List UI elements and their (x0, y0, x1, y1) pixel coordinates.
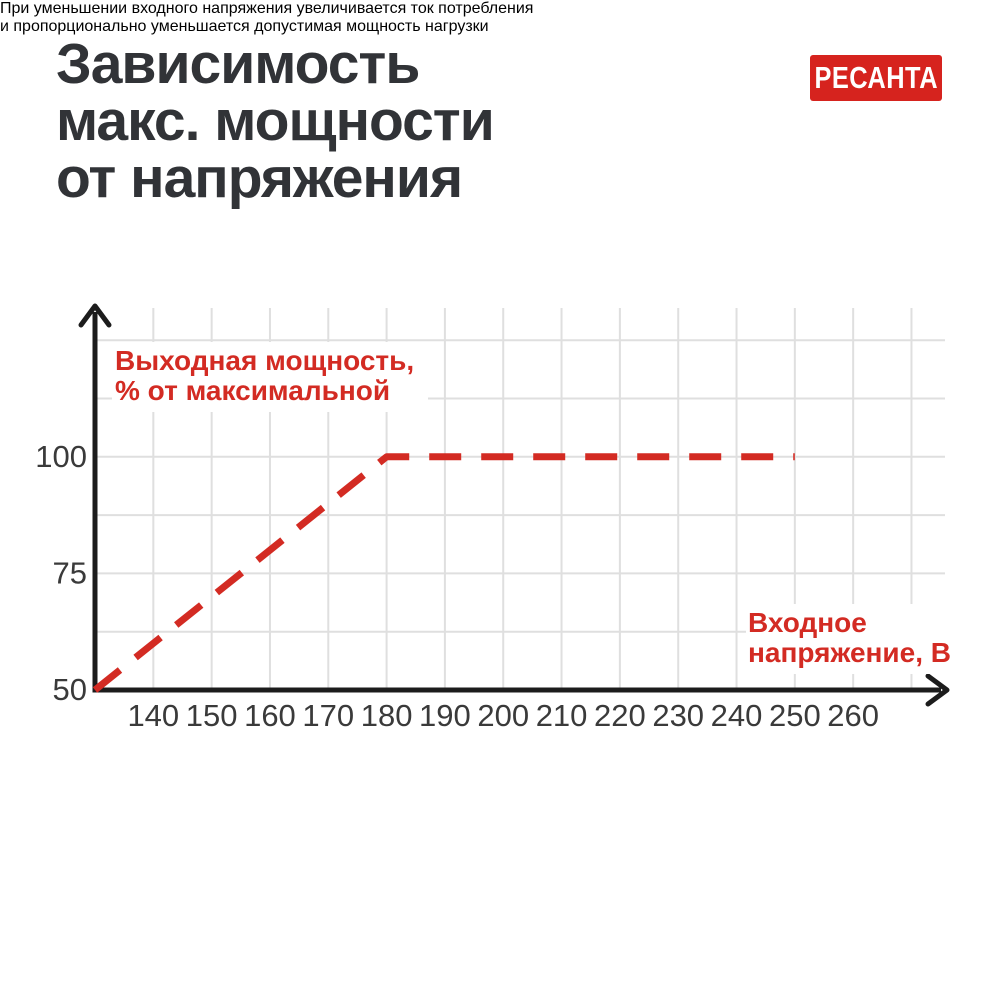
svg-text:180: 180 (360, 698, 413, 733)
y-axis-title-line-1: Выходная мощность, (115, 345, 415, 376)
y-axis-title-line-2: % от максимальной (115, 375, 391, 406)
svg-text:250: 250 (768, 698, 821, 733)
svg-text:210: 210 (535, 698, 588, 733)
page-title-line-1: Зависимость (56, 32, 420, 96)
svg-text:170: 170 (302, 698, 355, 733)
x-axis-title-line-2: напряжение, В (748, 637, 951, 668)
svg-text:240: 240 (710, 698, 763, 733)
x-axis-title-line-1: Входное (748, 607, 867, 638)
page-title-line-3: от напряжения (56, 146, 463, 210)
svg-text:100: 100 (35, 438, 87, 474)
svg-text:200: 200 (477, 698, 530, 733)
brand-label: РЕСАНТА (814, 60, 938, 95)
svg-text:190: 190 (419, 698, 471, 733)
svg-text:220: 220 (594, 698, 646, 733)
svg-text:230: 230 (652, 698, 705, 733)
svg-text:260: 260 (827, 698, 880, 733)
footnote-line-2: и пропорционально уменьшается допустимая мощность нагрузки (0, 18, 489, 35)
svg-text:150: 150 (185, 698, 238, 733)
svg-text:50: 50 (52, 672, 87, 707)
page-title-line-2: макс. мощности (56, 89, 494, 153)
svg-text:75: 75 (52, 555, 87, 591)
y-axis-title (112, 342, 428, 412)
svg-text:140: 140 (127, 698, 180, 733)
footnote-line-1: При уменьшении входного напряжения увеличивается ток потребления (0, 0, 534, 17)
x-axis-title (746, 604, 963, 674)
svg-text:160: 160 (244, 698, 296, 733)
